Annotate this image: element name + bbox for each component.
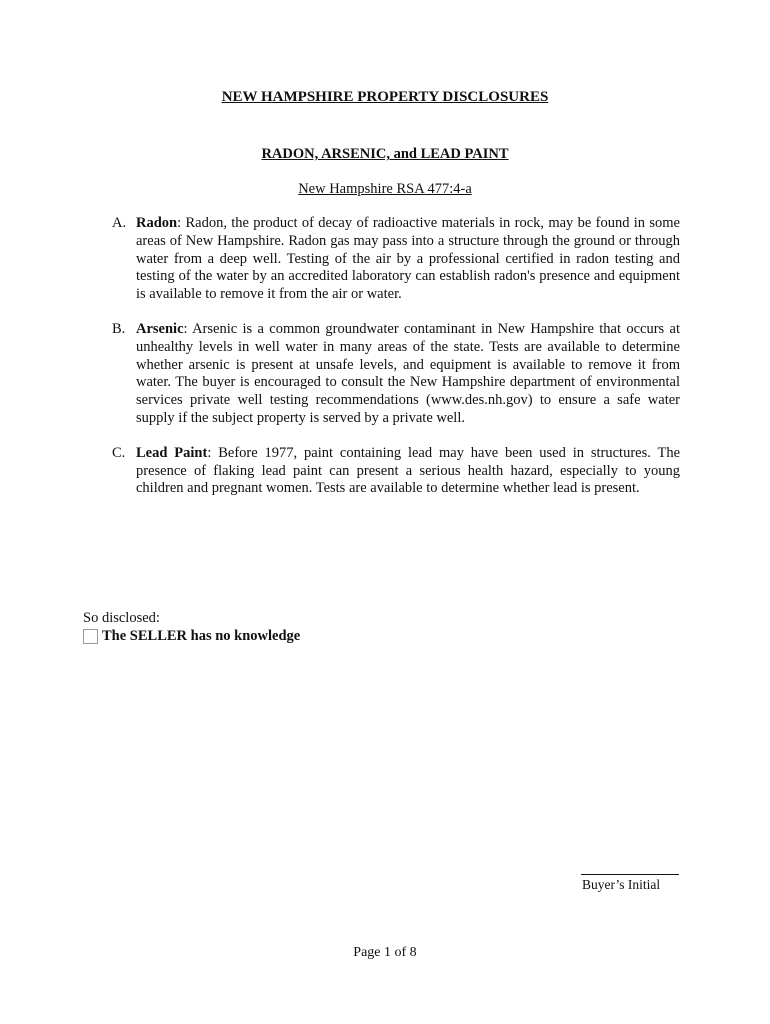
item-letter: C. bbox=[112, 444, 126, 461]
item-text: : Radon, the product of decay of radioactive materials in rock, may be found in some areas of New Hampshire. Radon gas may pass into a structure through the ground or through water from a deep well. Testing of the air by a professional certified in radon testing and testing of the water by an accredited laboratory can establish radon's presence and equipment is available to remove it from the air or water. bbox=[136, 215, 680, 303]
disclosure-item-arsenic bbox=[112, 321, 680, 428]
buyer-initial-line[interactable] bbox=[581, 874, 679, 875]
disclosure-item-lead-paint bbox=[112, 445, 680, 498]
item-body bbox=[136, 321, 680, 428]
item-text: : Before 1977, paint containing lead may have been used in structures. The presence of flaking lead paint can present a serious health hazard, especially to young children and pregnant women. Tests are available to determine whether lead is present. bbox=[136, 444, 681, 497]
item-term: Lead Paint bbox=[136, 444, 208, 461]
item-term: Radon bbox=[136, 215, 178, 231]
item-body bbox=[136, 215, 680, 304]
so-disclosed-label: So disclosed: bbox=[83, 610, 160, 626]
item-term: Arsenic bbox=[136, 320, 184, 337]
buyer-initial-label: Buyer’s Initial bbox=[582, 877, 661, 892]
document-subtitle: RADON, ARSENIC, and LEAD PAINT bbox=[261, 146, 509, 162]
statute-reference: New Hampshire RSA 477:4-a bbox=[298, 181, 472, 197]
item-body bbox=[136, 445, 680, 498]
disclosure-item-radon bbox=[112, 215, 680, 304]
seller-no-knowledge-option[interactable] bbox=[83, 628, 300, 645]
disclosure-items bbox=[112, 215, 680, 515]
page-number: Page 1 of 8 bbox=[353, 945, 417, 960]
item-letter: A. bbox=[112, 215, 127, 231]
item-text: : Arsenic is a common groundwater contaminant in New Hampshire that occurs at unhealthy levels in well water in many areas of the state. Tests are available to determine whether arsenic is present at unsafe levels, and equipment is available to remove it from water. The buyer is encouraged to consult the New Hampshire department of environmental services private well testing recommendations (www.des.nh.gov) to ensure a safe water supply if the subject property is served by a private well. bbox=[136, 320, 680, 426]
seller-no-knowledge-checkbox[interactable] bbox=[83, 629, 98, 644]
document-title: NEW HAMPSHIRE PROPERTY DISCLOSURES bbox=[221, 89, 549, 105]
seller-no-knowledge-label: The SELLER has no knowledge bbox=[102, 628, 301, 644]
item-letter: B. bbox=[112, 320, 126, 337]
